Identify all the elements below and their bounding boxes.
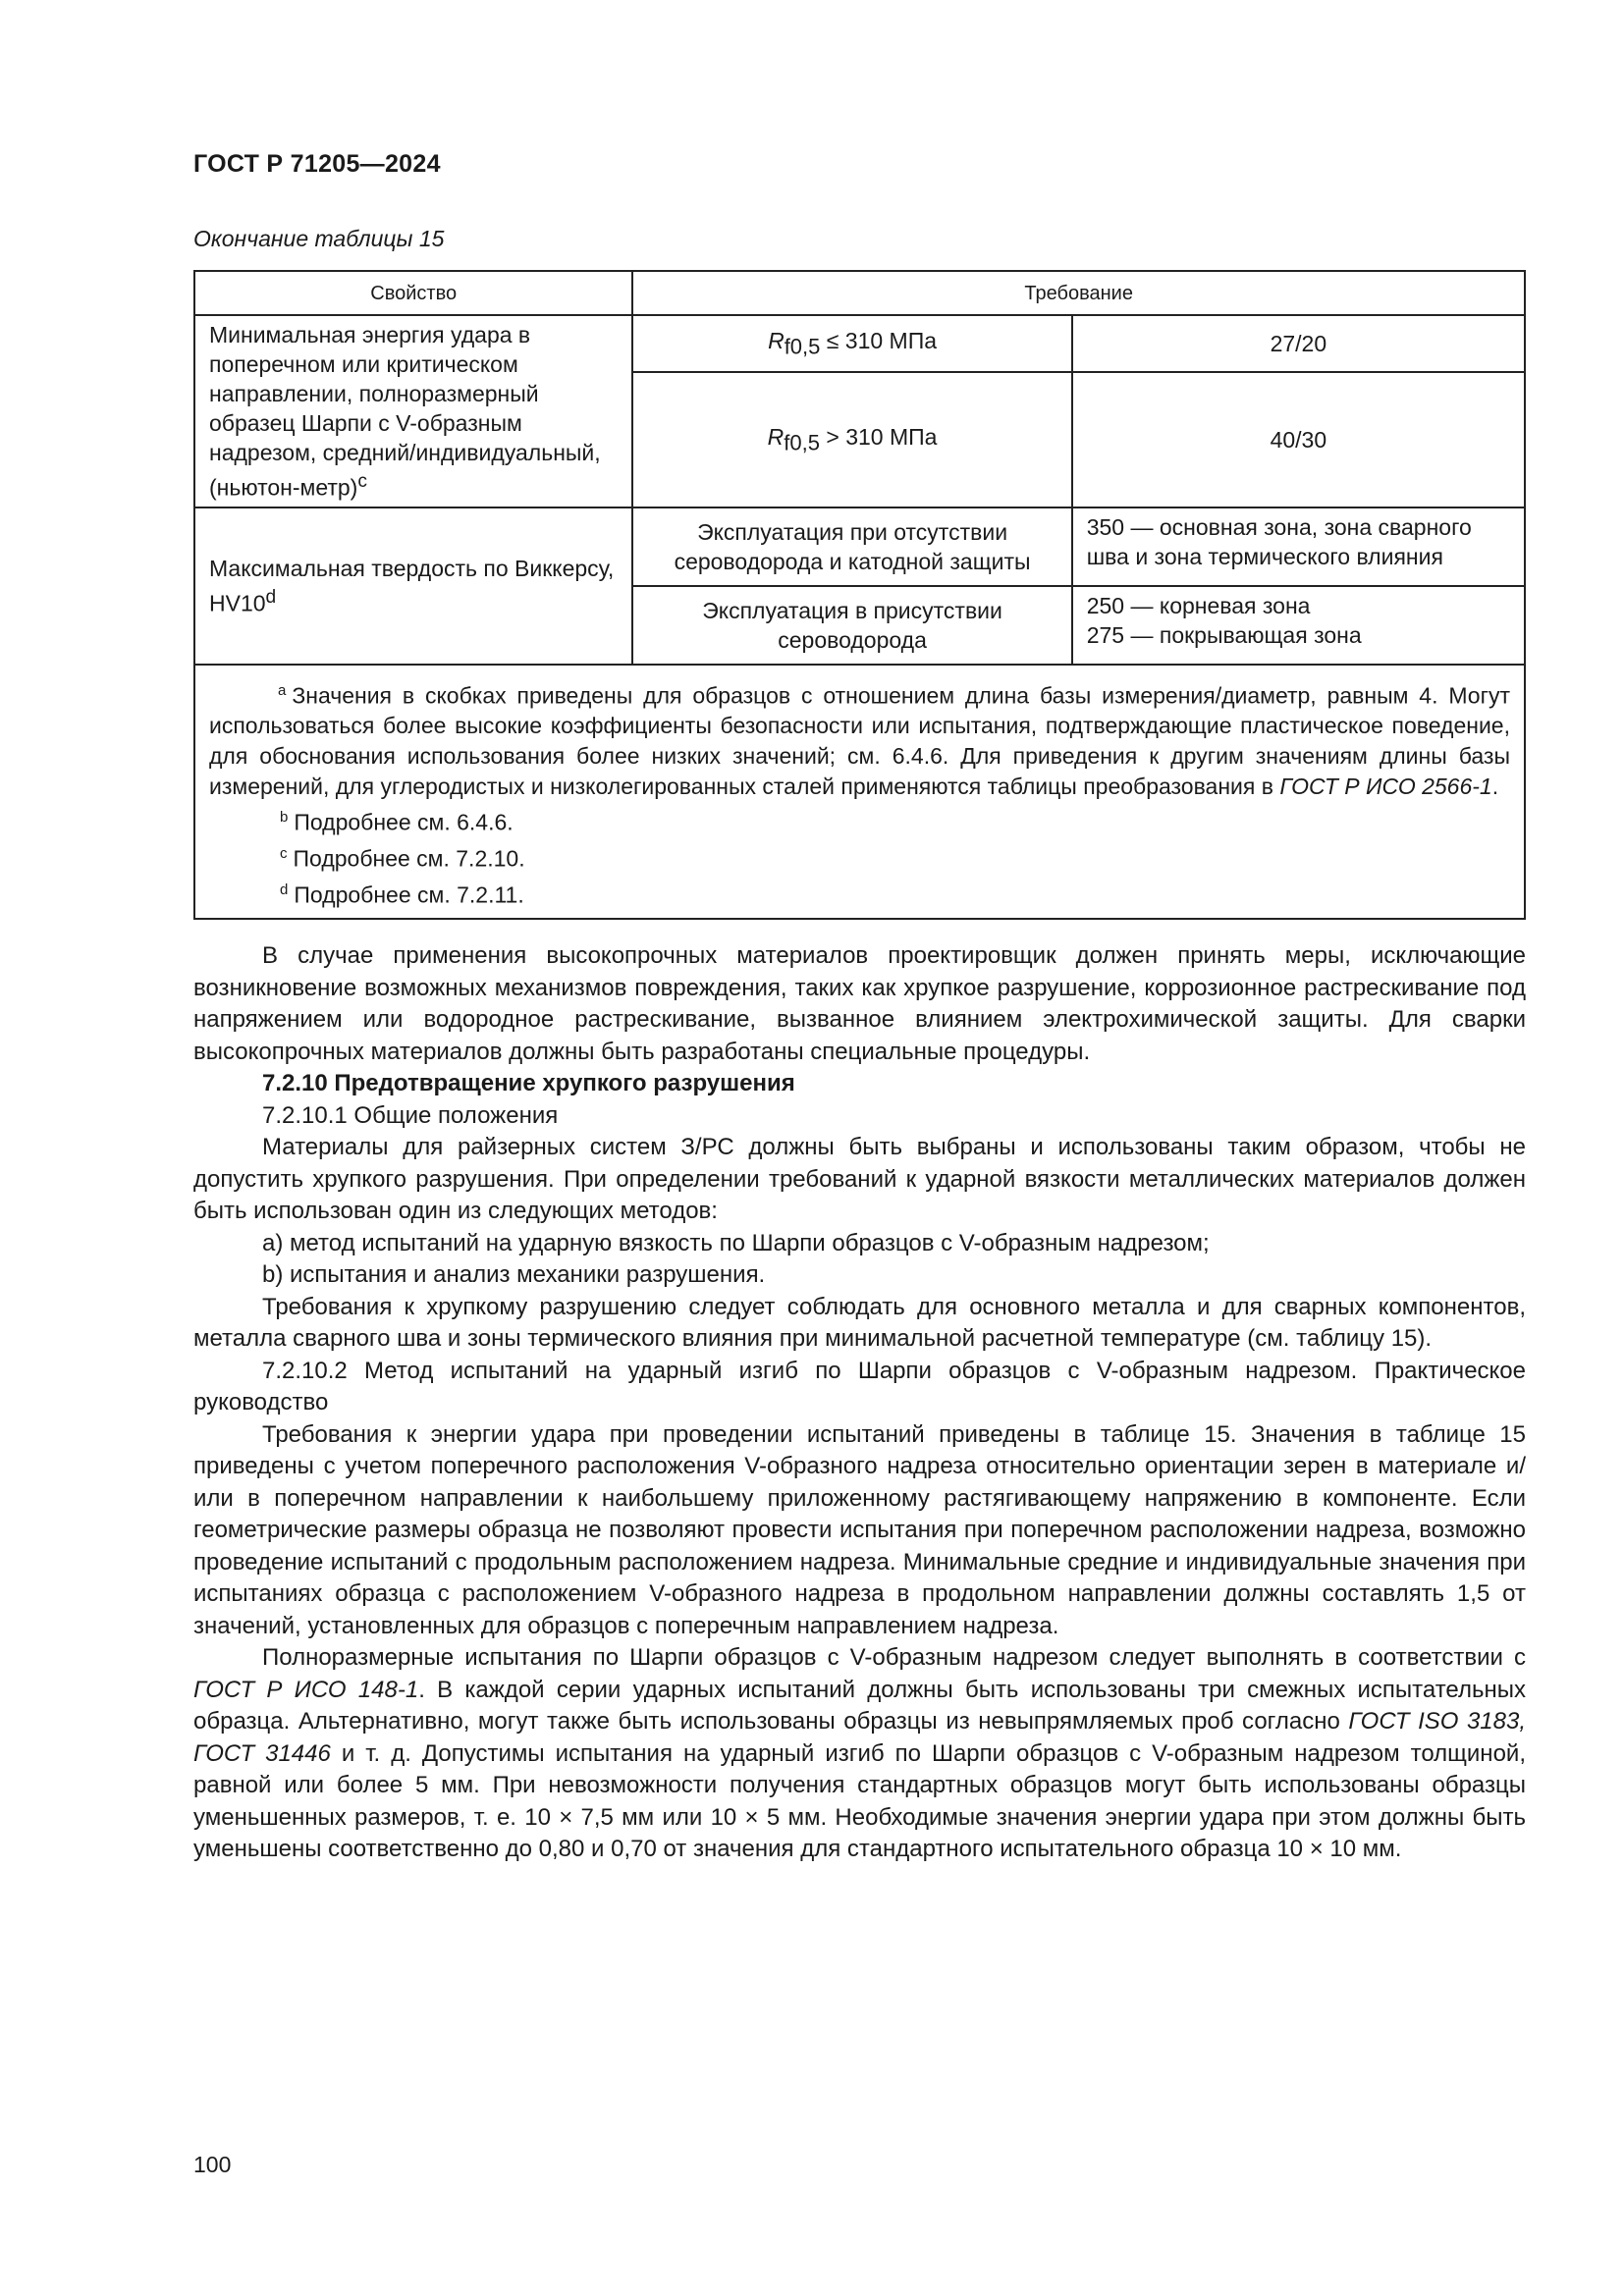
list-item: a) метод испытаний на ударную вязкость по Шарпи образцов с V-образным надрезом;	[262, 1229, 1210, 1256]
property-cell-impact-energy	[194, 315, 632, 507]
footnote-ref: d	[265, 586, 277, 608]
list-item: b) испытания и анализ механики разрушения.	[262, 1261, 766, 1288]
condition-cell: Эксплуатация при отсутствии сероводорода и катодной защиты	[632, 507, 1071, 586]
rf-symbol: $R_{f0,5}$	[768, 327, 821, 359]
footnote-d: $^d$ Подробнее см. 7.2.11.	[280, 881, 524, 908]
header-requirement: Требование	[632, 271, 1525, 315]
value-cell: 27/20	[1072, 315, 1525, 372]
table-continuation-caption: Окончание таблицы 15	[193, 226, 445, 251]
requirements-table	[193, 270, 1526, 920]
section-heading: 7.2.10 Предотвращение хрупкого разрушения	[262, 1070, 795, 1096]
property-text: Максимальная твердость по Виккерсу, HV10	[209, 555, 615, 616]
condition-cell: Эксплуатация в присутствии сероводорода	[632, 586, 1071, 665]
table-footnotes-row	[194, 665, 1525, 920]
paragraph: Требования к хрупкому разрушению следует соблюдать для основного металла и для сварных компонентов, металла сварного шва и зоны термического влияния при минимальной расчетной температуре (см. таблицу 15).	[193, 1293, 1526, 1352]
condition-cell	[632, 315, 1071, 372]
rf-symbol: $R_{f0,5}$	[767, 423, 820, 455]
value-cell: 40/30	[1072, 372, 1525, 507]
standard-reference: ГОСТ Р ИСО 148-1	[193, 1676, 419, 1703]
property-cell-hardness	[194, 507, 632, 665]
table-row	[194, 507, 1525, 586]
subsection-heading: 7.2.10.2 Метод испытаний на ударный изгиб по Шарпи образцов с V-образным надрезом. Практическое руководство	[193, 1357, 1526, 1415]
value-line: 250 — корневая зона	[1086, 592, 1311, 618]
standard-reference: ГОСТ ISO 3183, ГОСТ 31446	[193, 1708, 1527, 1767]
table-header-row	[194, 271, 1525, 315]
table-row	[194, 315, 1525, 372]
document-code: ГОСТ Р 71205—2024	[193, 150, 441, 178]
footnote-c: $^c$ Подробнее см. 7.2.10.	[280, 844, 525, 872]
property-text: Минимальная энергия удара в поперечном или критическом направлении, полноразмерный образец Шарпи с V-образным надрезом, средний/индивидуальный, (ньютон-метр)	[209, 322, 601, 501]
subsection-heading: 7.2.10.1 Общие положения	[262, 1101, 559, 1129]
paragraph: Материалы для райзерных систем З/РС должны быть выбраны и использованы таким образом, чтобы не допустить хрупкого разрушения. При определении требований к ударной вязкости металлических материалов должен быть использован один из следующих методов:	[193, 1134, 1526, 1224]
page-number: 100	[193, 2152, 232, 2177]
condition-text: > 310 МПа	[826, 423, 938, 450]
value-cell	[1072, 586, 1525, 665]
paragraph: Полноразмерные испытания по Шарпи образцов с V-образным надрезом следует выполнять в соответствии с ГОСТ Р ИСО 148-1. В каждой серии ударных испытаний должны быть использованы три смежных испытательных образца. Альтернативно, могут также быть использованы образцы из невыпрямляемых проб согласно ГОСТ ISO 3183, ГОСТ 31446 и т. д. Допустимы испытания на ударный изгиб по Шарпи образцов с V-образным надрезом толщиной, равной или более 5 мм. При невозможности получения стандартных образцов могут быть использованы образцы уменьшенных размеров, т. е. 10 × 7,5 мм или 10 × 5 мм. Необходимые значения энергии удара при этом должны быть уменьшены соответственно до 0,80 и 0,70 от значения для стандартного испытательного образца 10 × 10 мм.	[193, 1644, 1527, 1862]
header-property: Свойство	[194, 271, 632, 315]
footnotes-cell	[194, 665, 1525, 920]
condition-text: ≤ 310 МПа	[826, 327, 938, 353]
value-line: 275 — покрывающая зона	[1086, 621, 1362, 648]
condition-cell	[632, 372, 1071, 507]
paragraph: Требования к энергии удара при проведении испытаний приведены в таблице 15. Значения в таблице 15 приведены с учетом поперечного расположения V-образного надреза относительно ориентации зерен в материале и/или в поперечном направлении к наибольшему приложенному растягивающему напряжению в компоненте. Если геометрические размеры образца не позволяют провести испытания при поперечном расположении надреза, возможно проведение испытаний с продольным расположением надреза. Минимальные средние и индивидуальные значения при испытаниях образца с расположением V-образного надреза в продольном направлении должны составлять 1,5 от значений, установленных для образцов с поперечным направлением надреза.	[193, 1420, 1526, 1639]
standard-reference: ГОСТ Р ИСО 2566-1	[1279, 774, 1492, 800]
footnote-b: $^b$ Подробнее см. 6.4.6.	[280, 809, 514, 835]
paragraph: В случае применения высокопрочных материалов проектировщик должен принять меры, исключающие возникновение возможных механизмов повреждения, таких как хрупкое разрушение, коррозионное растрескивание под напряжением или водородное растрескивание, вызванное влиянием электрохимической защиты. Для сварки высокопрочных материалов должны быть разработаны специальные процедуры.	[193, 942, 1526, 1065]
footnote-a: $^a$ Значения в скобках приведены для образцов с отношением длина базы измерения/диаметр, равным 4. Могут использоваться более высокие коэффициенты безопасности или испытания, подтверждающие пластическое поведение, для обоснования использования более низких значений; см. 6.4.6. Для приведения к другим значениям длины базы измерений, для углеродистых и низколегированных сталей применяются таблицы преобразования в ГОСТ Р ИСО 2566-1.	[209, 681, 1510, 800]
value-cell: 350 — основная зона, зона сварного шва и зона термического влияния	[1072, 507, 1525, 586]
body-text	[193, 940, 1526, 1866]
footnote-ref: c	[357, 471, 367, 492]
